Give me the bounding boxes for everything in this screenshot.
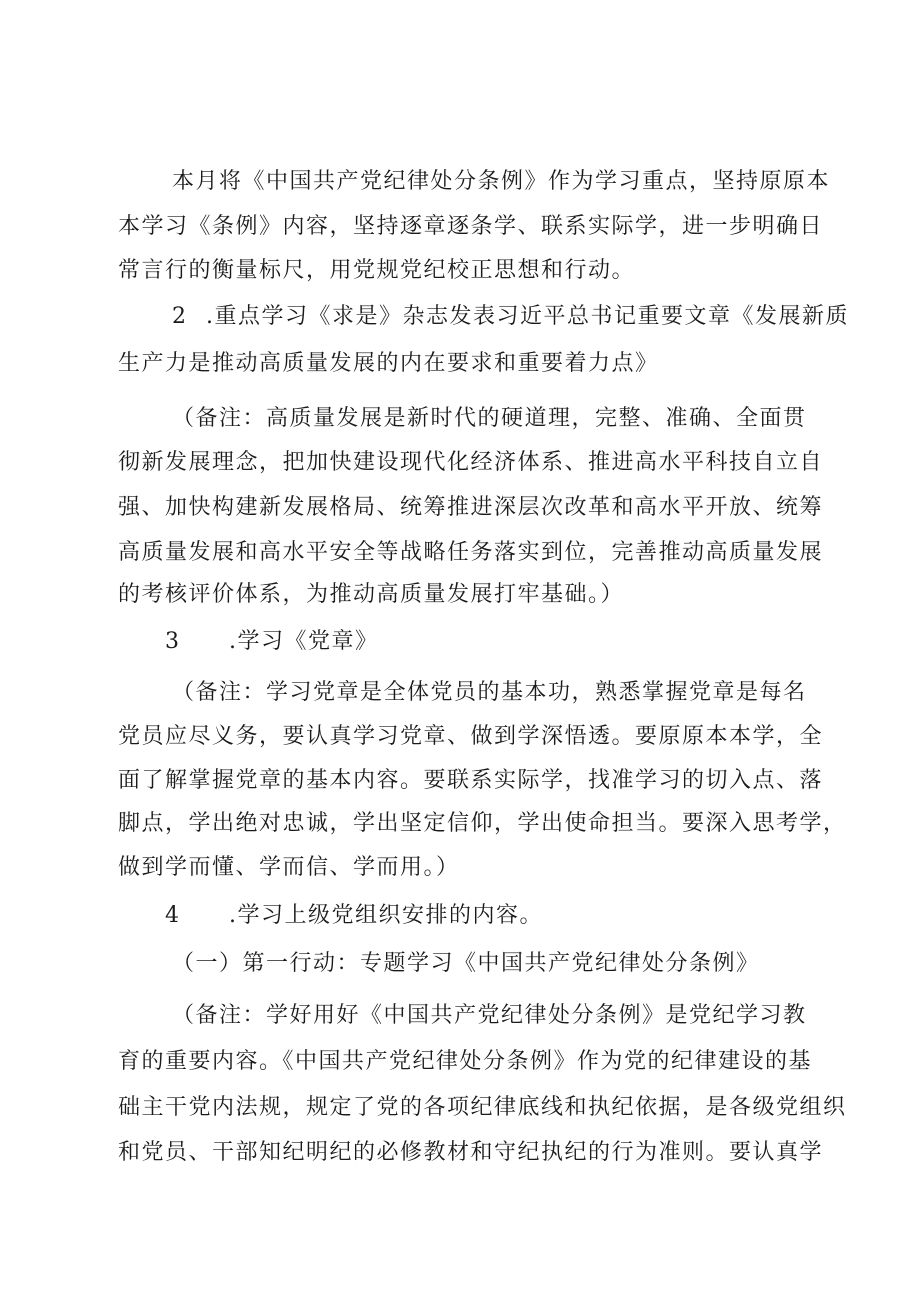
item-2-number: 2 <box>172 304 188 329</box>
note-2-line-5: 的考核评价体系，为推动高质量发展打牢基础。） <box>118 582 625 607</box>
item-2-line-2: 生产力是推动高质量发展的内在要求和重要着力点》 <box>118 351 659 376</box>
item-4-heading <box>165 901 543 931</box>
note-2-line-2: 彻新发展理念，把加快建设现代化经济体系、推进高水平科技自立自 <box>118 450 824 475</box>
item-4-text: .学习上级党组织安排的内容。 <box>229 903 543 928</box>
section-1-heading: （一）第一行动：专题学习《中国共产党纪律处分条例》 <box>172 951 760 976</box>
paragraph-1-line-3: 常言行的衡量标尺，用党规党纪校正思想和行动。 <box>118 258 636 283</box>
note-4-line-2: 育的重要内容。《中国共产党纪律处分条例》作为党的纪律建设的基 <box>118 1049 813 1074</box>
item-4-number: 4 <box>165 903 181 928</box>
note-4-line-3: 础主干党内法规，规定了党的各项纪律底线和执纪依据，是各级党组织 <box>118 1095 847 1120</box>
note-2-line-4: 高质量发展和高水平安全等战略任务落实到位，完善推动高质量发展 <box>118 540 824 565</box>
note-2-line-1: （备注：高质量发展是新时代的硬道理，完整、准确、全面贯 <box>172 406 807 431</box>
note-3-line-5: 做到学而懂、学而信、学而用。） <box>118 855 460 880</box>
paragraph-1-line-1: 本月将《中国共产党纪律处分条例》作为学习重点，坚持原原本 <box>172 169 831 194</box>
item-3-number: 3 <box>165 629 181 654</box>
note-4-line-1: （备注：学好用好《中国共产党纪律处分条例》是党纪学习教 <box>172 1003 807 1028</box>
note-4-line-4: 和党员、干部知纪明纪的必修教材和守纪执纪的行为准则。要认真学 <box>118 1140 824 1165</box>
item-3-heading <box>165 627 379 657</box>
note-3-line-2: 党员应尽义务，要认真学习党章、做到学深悟透。要原原本本学，全 <box>118 724 824 749</box>
item-2-line-1: .重点学习《求是》杂志发表习近平总书记重要文章《发展新质 <box>206 304 849 329</box>
paragraph-1-line-2: 本学习《条例》内容，坚持逐章逐条学、联系实际学，进一步明确日 <box>118 214 824 239</box>
note-3-line-1: （备注：学习党章是全体党员的基本功，熟悉掌握党章是每名 <box>172 680 807 705</box>
note-3-line-4: 脚点，学出绝对忠诚，学出坚定信仰，学出使命担当。要深入思考学， <box>118 811 847 836</box>
item-2-heading <box>172 302 849 332</box>
note-2-line-3: 强、加快构建新发展格局、统筹推进深层次改革和高水平开放、统筹 <box>118 495 824 520</box>
note-3-line-3: 面了解掌握党章的基本内容。要联系实际学，找准学习的切入点、落 <box>118 768 824 793</box>
item-3-text: .学习《党章》 <box>229 629 379 654</box>
